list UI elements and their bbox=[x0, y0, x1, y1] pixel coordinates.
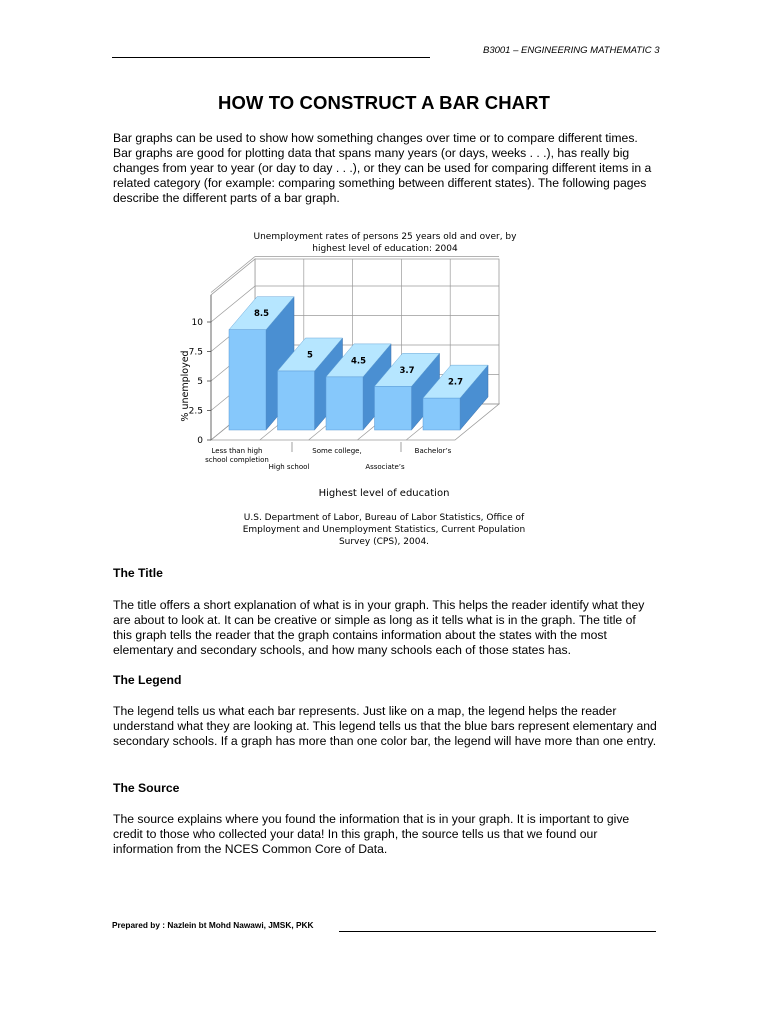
section-body-legend: The legend tells us what each bar represents. Just like on a map, the legend helps the reader understand what they are looking at. This legend tells us that the blue bars represent elementary and secondary schools. If a graph has more than one color bar, the legend will have more than one entry. bbox=[113, 704, 657, 748]
chart-category-label: High school bbox=[268, 463, 310, 471]
chart-category-label: school completion bbox=[205, 456, 269, 464]
chart-category-label: Some college, bbox=[312, 447, 362, 455]
chart-category-label: Less than high bbox=[211, 447, 263, 455]
chart-bar bbox=[278, 371, 315, 430]
chart-title-line: Unemployment rates of persons 25 years old and over, by bbox=[253, 232, 517, 242]
chart-ylabel: % unemployed bbox=[180, 350, 191, 422]
chart-xlabel: Highest level of education bbox=[318, 488, 450, 499]
section-heading-title: The Title bbox=[113, 566, 163, 580]
section-body-title: The title offers a short explanation of what is in your graph. This helps the reader identify what they are about to look at. It can be creative or simple as long as it tells what is in the graph. The title of this graph tells the reader that the graph contains information about the states with the most elementary and secondary schools, and how many schools each of those states has. bbox=[113, 598, 645, 657]
chart-ytick-label: 0 bbox=[197, 436, 203, 446]
chart-category-label: Bachelor’s bbox=[414, 447, 452, 455]
chart-data-label: 3.7 bbox=[399, 365, 415, 376]
chart-data-label: 5 bbox=[307, 350, 313, 361]
chart-ytick-label: 5 bbox=[197, 377, 203, 387]
section-heading-source: The Source bbox=[113, 781, 180, 795]
section-heading-legend: The Legend bbox=[113, 673, 182, 687]
chart-data-label: 4.5 bbox=[350, 356, 367, 367]
footer-rule bbox=[339, 931, 656, 932]
chart-bar bbox=[375, 386, 412, 430]
chart-data-label: 2.7 bbox=[447, 377, 464, 388]
chart-ytick-label: 10 bbox=[191, 318, 203, 328]
chart-ytick-label: 2.5 bbox=[188, 406, 203, 417]
course-code: B3001 – ENGINEERING MATHEMATIC 3 bbox=[483, 45, 660, 56]
footer-prepared-by: Prepared by : Nazlein bt Mohd Nawawi, JMSK, PKK bbox=[112, 920, 314, 930]
intro-paragraph: Bar graphs can be used to show how something changes over time or to compare different times. Bar graphs are good for plotting data that spans many years (or days, weeks . . .), has really big changes from year to year (or day to day . . .), or they can be used for comparing different items in a related category (for example: comparing something between different states). The following pages describe the different parts of a bar graph. bbox=[113, 131, 652, 205]
chart-bar bbox=[423, 398, 460, 430]
chart-source-line: Survey (CPS), 2004. bbox=[338, 537, 430, 547]
chart-category-label: Associate’s bbox=[365, 463, 405, 471]
chart-bar bbox=[326, 377, 363, 430]
chart-data-label: 8.5 bbox=[253, 309, 270, 320]
chart-bar bbox=[229, 330, 266, 430]
chart-source-line: U.S. Department of Labor, Bureau of Labor Statistics, Office of bbox=[243, 513, 525, 523]
section-body-source: The source explains where you found the information that is in your graph. It is important to give credit to those who collected your data! In this graph, the source tells us that we found our information from the NCES Common Core of Data. bbox=[113, 812, 630, 856]
chart-title-line: highest level of education: 2004 bbox=[312, 244, 458, 254]
chart-source-line: Employment and Unemployment Statistics, Current Population bbox=[242, 525, 526, 535]
page-title: HOW TO CONSTRUCT A BAR CHART bbox=[217, 92, 550, 113]
chart-ytick-label: 7.5 bbox=[188, 347, 203, 358]
